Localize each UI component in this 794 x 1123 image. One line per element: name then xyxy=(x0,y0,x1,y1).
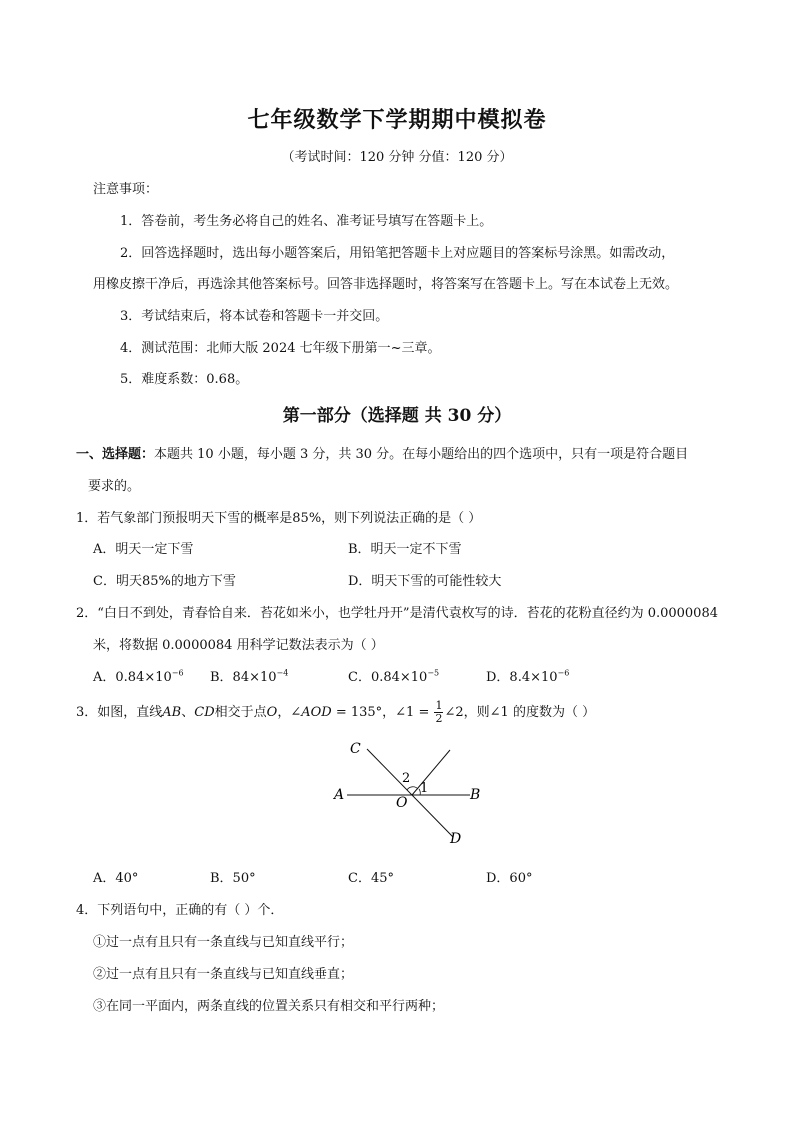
q3-option-b: B．50° xyxy=(210,871,256,886)
point-c-label: C xyxy=(350,741,361,757)
q1-option-a: A．明天一定下雪 xyxy=(93,542,194,557)
note-item: 4．测试范围：北师大版 2024 七年级下册第一~三章。 xyxy=(120,341,441,356)
q2-option-c xyxy=(348,666,439,685)
note-item: 2．回答选择题时，选出每小题答案后，用铅笔把答题卡上对应题目的答案标号涂黑。如需改动， xyxy=(120,246,675,261)
q4-statement: ①过一点有且只有一条直线与已知直线平行； xyxy=(93,935,354,950)
q3-stem-text: = 135°，∠1 = xyxy=(331,705,434,720)
section-intro xyxy=(76,443,688,462)
q3-stem-text: ∠2，则∠1 的度数为（ ） xyxy=(444,705,596,720)
q2-option-c-exp: −5 xyxy=(427,668,440,678)
note-item: 1．答卷前，考生务必将自己的姓名、准考证号填写在答题卡上。 xyxy=(120,214,493,229)
q3-stem-text: ，∠ xyxy=(277,705,302,720)
point-d-label: D xyxy=(450,831,462,847)
q4-statement: ③在同一平面内，两条直线的位置关系只有相交和平行两种； xyxy=(93,999,445,1014)
section-intro-text: 本题共 10 小题，每小题 3 分，共 30 分。在每小题给出的四个选项中，只有一项是符合题目 xyxy=(154,447,689,462)
notes-heading: 注意事项： xyxy=(93,182,159,197)
q3-stem-text: 3．如图，直线 xyxy=(76,705,163,720)
note-item: 用橡皮擦干净后，再选涂其他答案标号。回答非选择题时，将答案写在答题卡上。写在本试卷上无效。 xyxy=(93,277,679,292)
point-b-label: B xyxy=(470,787,481,803)
q3-option-d: D．60° xyxy=(486,871,533,886)
q3-stem-text: 相交于点 xyxy=(214,705,267,720)
section-title: 第一部分（选择题 共 30 分） xyxy=(282,406,512,426)
q3-stem xyxy=(76,700,595,725)
section-intro-line2: 要求的。 xyxy=(88,479,141,494)
q4-stem: 4．下列语句中，正确的有（ ）个． xyxy=(76,903,284,918)
intersecting-lines-figure xyxy=(320,735,500,850)
section-intro-prefix: 一、选择题： xyxy=(76,447,155,462)
q2-option-b-base: B．84×10 xyxy=(210,670,277,685)
note-item: 5．难度系数：0.68。 xyxy=(120,372,249,387)
angle-2-label: 2 xyxy=(402,771,411,786)
q4-statement: ②过一点有且只有一条直线与已知直线垂直； xyxy=(93,967,354,982)
q2-option-d xyxy=(486,666,569,685)
q3-sep: 、 xyxy=(181,705,195,720)
exam-info: （考试时间：120 分钟 分值：120 分） xyxy=(281,150,513,165)
line-cd-label: CD xyxy=(194,705,215,720)
fraction-one-half xyxy=(434,700,443,725)
q2-stem-line1: 2．“白日不到处，青春恰自来．苔花如米小，也学牡丹开”是清代袁枚写的诗．苔花的花粉直径约为 0.0000084 xyxy=(76,606,718,621)
fraction-denominator: 2 xyxy=(435,712,443,725)
q3-option-a: A．40° xyxy=(93,871,139,886)
q2-option-a-exp: −6 xyxy=(171,668,184,678)
q2-option-c-base: C．0.84×10 xyxy=(348,670,428,685)
fraction-numerator: 1 xyxy=(435,699,443,712)
point-o-label: O xyxy=(396,795,408,811)
q3-option-c: C．45° xyxy=(348,871,394,886)
q1-stem: 1．若气象部门预报明天下雪的概率是85%，则下列说法正确的是（ ） xyxy=(76,511,482,526)
q2-option-a xyxy=(93,666,184,685)
q2-stem-line2: 米，将数据 0.0000084 用科学记数法表示为（ ） xyxy=(93,638,384,653)
point-a-label: A xyxy=(334,787,345,803)
q2-option-a-base: A．0.84×10 xyxy=(93,670,172,685)
note-item: 3．考试结束后，将本试卷和答题卡一并交回。 xyxy=(120,309,389,324)
line-ab-label: AB xyxy=(162,705,182,720)
angle-aod-label: AOD xyxy=(301,705,332,720)
angle-1-label: 1 xyxy=(420,781,429,796)
q2-option-d-base: D．8.4×10 xyxy=(486,670,558,685)
point-o-label: O xyxy=(266,705,278,720)
q2-option-d-exp: −6 xyxy=(557,668,570,678)
q2-option-b xyxy=(210,666,288,685)
q1-option-d: D．明天下雪的可能性较大 xyxy=(348,574,502,589)
q2-option-b-exp: −4 xyxy=(276,668,289,678)
q1-option-b: B．明天一定不下雪 xyxy=(348,542,462,557)
page-title: 七年级数学下学期期中模拟卷 xyxy=(247,107,547,133)
q1-option-c: C．明天85%的地方下雪 xyxy=(93,574,236,589)
